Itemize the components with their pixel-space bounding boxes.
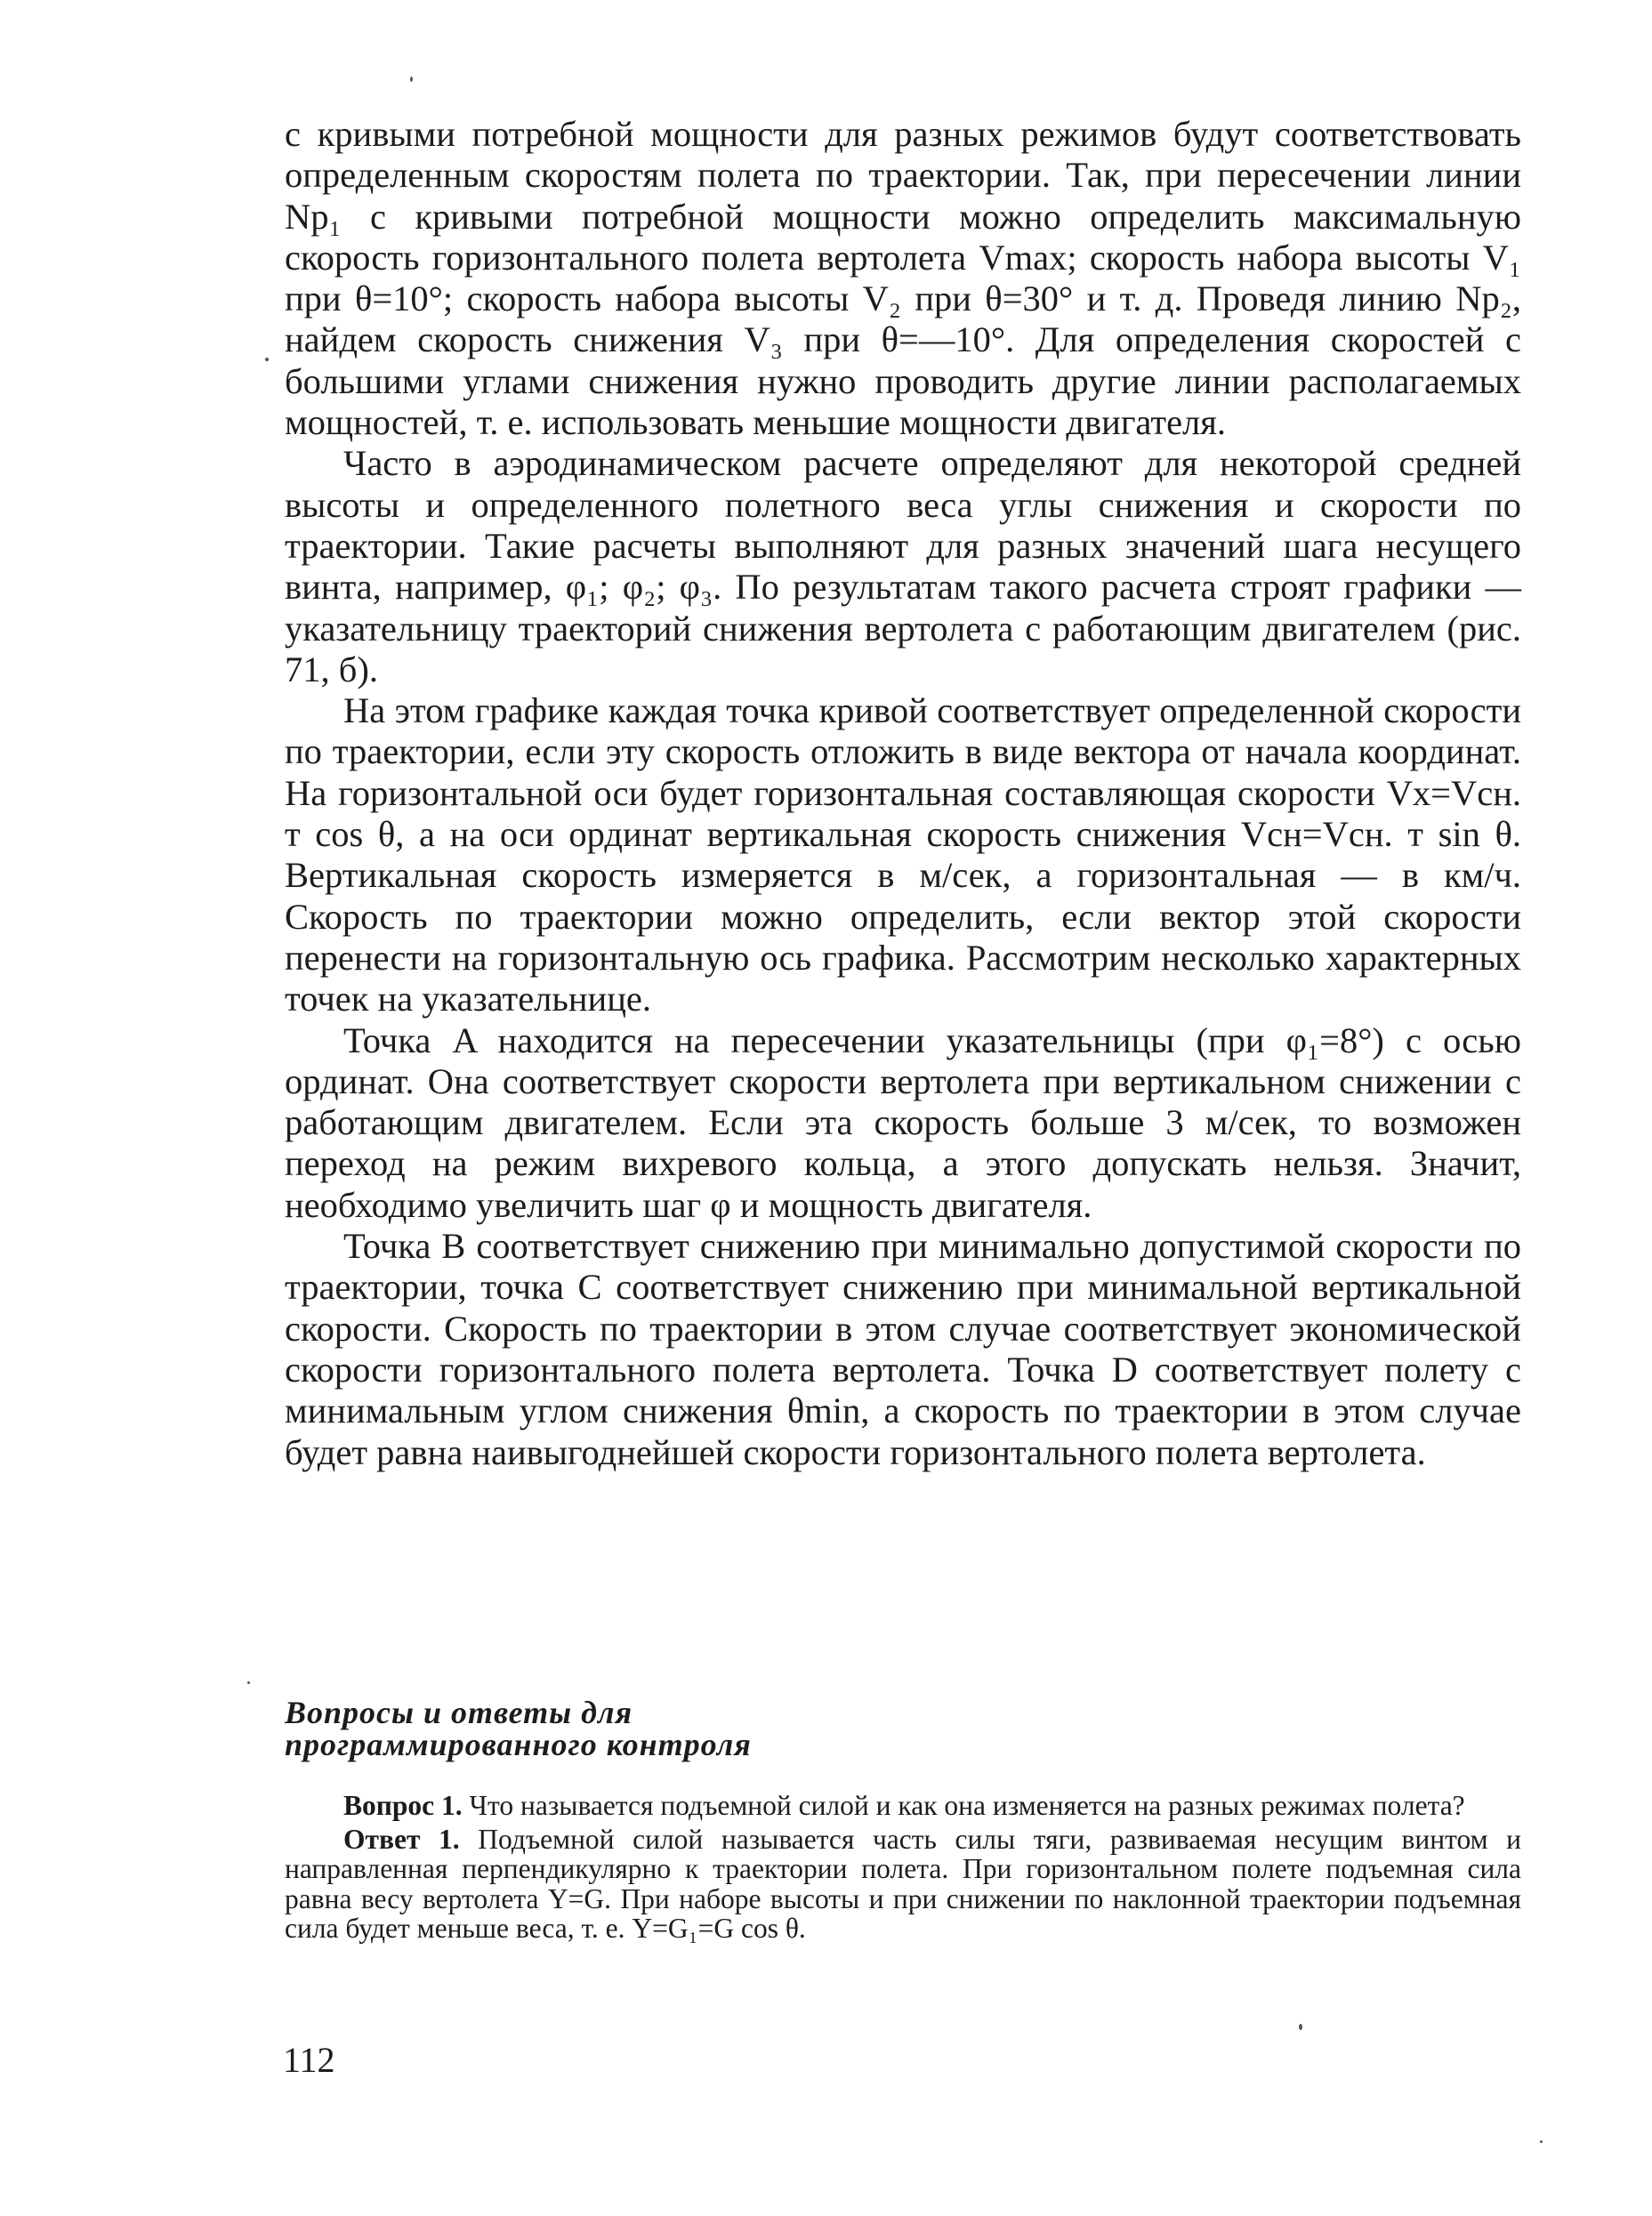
answer-1-text: Подъемной силой называется часть силы тяги, развиваемая несущим винтом и направленная перпендикулярно к траектории полета. При горизонтальном полете подъемная сила равна весу вертолета Y=G. При наборе высоты и при снижении по наклонной траектории подъемная сила будет меньше веса, т. е. Y=G₁=G cos θ.: [285, 1823, 1521, 1944]
question-1: [285, 1791, 1521, 1821]
paragraph-3: На этом графике каждая точка кривой соответствует определенной скорости по траектории, если эту скорость отложить в виде вектора от начала координат. На горизонтальной оси будет горизонтальная составляющая скорости Vx=Vсн. т cos θ, а на оси ординат вертикальная скорость снижения Vсн=Vсн. т sin θ. Вертикальная скорость измеряется в м/сек, а горизонтальная — в км/ч. Скорость по траектории можно определить, если вектор этой скорости перенести на горизонтальную ось графика. Рассмотрим несколько характерных точек на указательнице.: [285, 690, 1521, 1019]
scan-speck: [410, 77, 413, 82]
section-heading-line-2: программированного контроля: [285, 1727, 752, 1762]
paragraph-5: Точка B соответствует снижению при минимально допустимой скорости по траектории, точка C соответствует снижению при минимальной вертикальной скорости. Скорость по траектории в этом случае соответствует экономической скорости горизонтального полета вертолета. Точка D соответствует полету с минимальным углом снижения θmin, а скорость по траектории в этом случае будет равна наивыгоднейшей скорости горизонтального полета вертолета.: [285, 1226, 1521, 1472]
paragraph-1: с кривыми потребной мощности для разных режимов будут соответствовать определенным скоростям полета по траектории. Так, при пересечении линии Np₁ с кривыми потребной мощности можно определить максимальную скорость горизонтального полета вертолета Vmax; скорость набора высоты V₁ при θ=10°; скорость набора высоты V₂ при θ=30° и т. д. Проведя линию Np₂, найдем скорость снижения V₃ при θ=—10°. Для определения скоростей с большими углами снижения нужно проводить другие линии располагаемых мощностей, т. е. использовать меньшие мощности двигателя.: [285, 114, 1521, 443]
paragraph-4: Точка A находится на пересечении указательницы (при φ₁=8°) с осью ординат. Она соответствует скорости вертолета при вертикальном снижении с работающим двигателем. Если эта скорость больше 3 м/сек, то возможен переход на режим вихревого кольца, а этого допускать нельзя. Значит, необходимо увеличить шаг φ и мощность двигателя.: [285, 1019, 1521, 1225]
qa-block: [285, 1791, 1521, 1944]
scan-speck: [1540, 2140, 1543, 2143]
page-number: 112: [283, 2040, 335, 2080]
section-heading-line-1: Вопросы и ответы для: [285, 1695, 633, 1730]
question-1-label: Вопрос 1.: [343, 1790, 463, 1821]
scan-speck: [265, 358, 269, 361]
scan-speck: [1299, 2024, 1302, 2030]
body-text: [285, 114, 1521, 1473]
scan-speck: [247, 1681, 250, 1684]
section-heading: [285, 1696, 1174, 1761]
question-1-text: Что называется подъемной силой и как она изменяется на разных режимах полета?: [469, 1790, 1465, 1821]
answer-1: [285, 1825, 1521, 1944]
paragraph-2: Часто в аэродинамическом расчете определяют для некоторой средней высоты и определенного полетного веса углы снижения и скорости по траектории. Такие расчеты выполняют для разных значений шага несущего винта, например, φ₁; φ₂; φ₃. По результатам такого расчета строят графики — указательницу траекторий снижения вертолета с работающим двигателем (рис. 71, б).: [285, 443, 1521, 689]
answer-1-label: Ответ 1.: [343, 1823, 460, 1855]
